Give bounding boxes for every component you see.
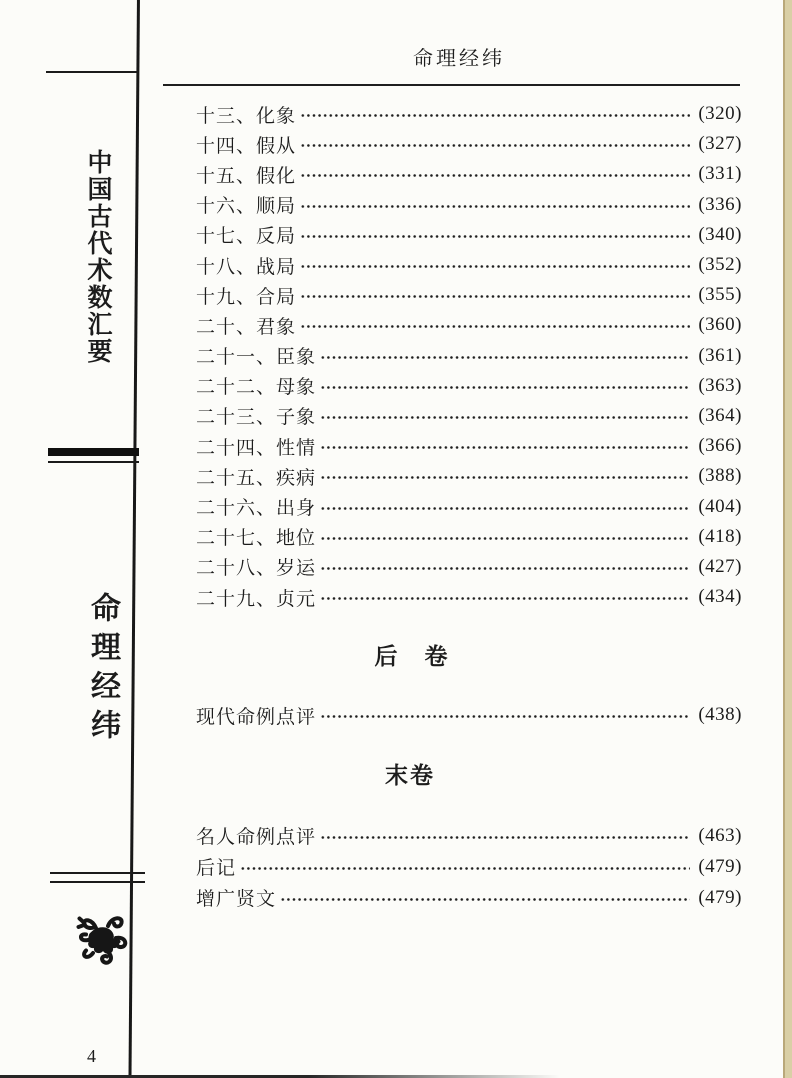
spine-double-rule-top xyxy=(50,872,145,874)
toc-entry-title: 二十七、地位 xyxy=(196,528,317,550)
running-header-title: 命理经纬 xyxy=(413,48,505,70)
toc-entry-title: 二十六、出身 xyxy=(196,498,317,520)
toc-page-number: (363) xyxy=(698,374,742,396)
toc-page-number: (418) xyxy=(698,525,742,547)
toc-page-number: (352) xyxy=(698,254,742,276)
dot-leader xyxy=(300,113,690,118)
toc-page-number: (434) xyxy=(698,586,742,608)
toc-page-number: (340) xyxy=(698,223,742,245)
spine-thick-bar xyxy=(48,448,139,456)
toc-entry-title: 二十、君象 xyxy=(196,316,297,338)
toc-row xyxy=(196,220,742,250)
dot-leader xyxy=(320,506,690,511)
toc-page-number: (327) xyxy=(698,133,742,155)
toc-row xyxy=(196,250,742,280)
toc-page-number: (438) xyxy=(698,704,742,726)
toc-entry-title: 十九、合局 xyxy=(196,286,297,308)
dot-leader xyxy=(300,173,690,178)
header-rule xyxy=(163,84,740,86)
toc-entry-title: 二十五、疾病 xyxy=(196,467,317,489)
dot-leader xyxy=(300,204,690,209)
toc-row xyxy=(196,582,742,612)
toc-page-number: (320) xyxy=(698,103,742,125)
toc-row xyxy=(196,371,742,401)
section-heading-mojuan: 末卷 xyxy=(385,763,435,788)
dot-leader xyxy=(300,264,690,269)
toc-page-number: (331) xyxy=(698,163,742,185)
toc-row xyxy=(196,401,742,431)
dot-leader xyxy=(320,714,690,719)
toc-page-number: (361) xyxy=(698,344,742,366)
toc-row xyxy=(196,159,742,189)
toc-row xyxy=(196,820,742,851)
dot-leader xyxy=(320,835,690,840)
dot-leader xyxy=(320,475,690,480)
section-heading-houjuan: 后 卷 xyxy=(374,644,450,669)
dragon-stamp-icon xyxy=(74,908,130,966)
spine-book-title: 命理经纬 xyxy=(86,592,119,748)
toc-entry-title: 现代命例点评 xyxy=(196,706,317,728)
toc-entry-title: 十五、假化 xyxy=(196,165,297,187)
toc-list-houjuan xyxy=(196,700,742,730)
toc-page-number: (479) xyxy=(698,855,742,877)
spine-top-rule xyxy=(46,71,138,73)
toc-row xyxy=(196,491,742,521)
toc-entry-title: 名人命例点评 xyxy=(196,827,317,848)
toc-row xyxy=(196,280,742,310)
spine-thin-rule xyxy=(48,461,139,463)
dot-leader xyxy=(300,234,690,239)
toc-entry-title: 十六、顺局 xyxy=(196,196,297,218)
dot-leader xyxy=(320,415,690,420)
spine-series-title: 中国古代术数汇要 xyxy=(84,149,111,365)
toc-page-number: (479) xyxy=(698,886,742,908)
toc-row xyxy=(196,431,742,461)
toc-entry-title: 后记 xyxy=(196,858,237,879)
dot-leader xyxy=(320,536,690,541)
toc-page-number: (427) xyxy=(698,555,742,577)
dot-leader xyxy=(300,324,690,329)
toc-page-number: (360) xyxy=(698,314,742,336)
toc-entry-title: 二十九、贞元 xyxy=(196,588,317,610)
toc-entry-title: 二十四、性情 xyxy=(196,437,317,459)
toc-entry-title: 十八、战局 xyxy=(196,256,297,278)
page-edge-strip xyxy=(783,0,792,1078)
toc-entry-title: 二十二、母象 xyxy=(196,377,317,399)
toc-list-main xyxy=(196,99,742,612)
toc-entry-title: 二十八、岁运 xyxy=(196,558,317,580)
toc-page-number: (463) xyxy=(698,824,742,846)
toc-entry-title: 二十三、子象 xyxy=(196,407,317,429)
toc-row xyxy=(196,341,742,371)
toc-row xyxy=(196,461,742,491)
toc-row xyxy=(196,851,742,882)
toc-row xyxy=(196,129,742,159)
toc-row xyxy=(196,190,742,220)
spine-divider-line xyxy=(128,0,139,1078)
toc-entry-title: 十三、化象 xyxy=(196,105,297,127)
toc-page-number: (336) xyxy=(698,193,742,215)
toc-entry-title: 二十一、臣象 xyxy=(196,347,317,369)
dot-leader xyxy=(320,445,690,450)
toc-page-number: (388) xyxy=(698,465,742,487)
dot-leader xyxy=(320,596,690,601)
toc-row xyxy=(196,522,742,552)
toc-row xyxy=(196,700,742,730)
dot-leader xyxy=(300,294,690,299)
dot-leader xyxy=(320,385,690,390)
dot-leader xyxy=(300,143,690,148)
toc-row xyxy=(196,882,742,913)
toc-entry-title: 十四、假从 xyxy=(196,135,297,157)
page-number: 4 xyxy=(87,1046,96,1066)
toc-row xyxy=(196,99,742,129)
toc-row xyxy=(196,552,742,582)
toc-row xyxy=(196,310,742,340)
toc-list-mojuan xyxy=(196,820,742,913)
toc-page-number: (366) xyxy=(698,435,742,457)
toc-entry-title: 十七、反局 xyxy=(196,226,297,248)
toc-page-number: (364) xyxy=(698,404,742,426)
dot-leader xyxy=(280,897,690,902)
toc-page-number: (355) xyxy=(698,284,742,306)
toc-entry-title: 增广贤文 xyxy=(196,889,277,910)
toc-page-number: (404) xyxy=(698,495,742,517)
dot-leader xyxy=(320,355,690,360)
dot-leader xyxy=(320,566,690,571)
dot-leader xyxy=(240,866,690,871)
spine-double-rule-bottom xyxy=(50,881,145,883)
